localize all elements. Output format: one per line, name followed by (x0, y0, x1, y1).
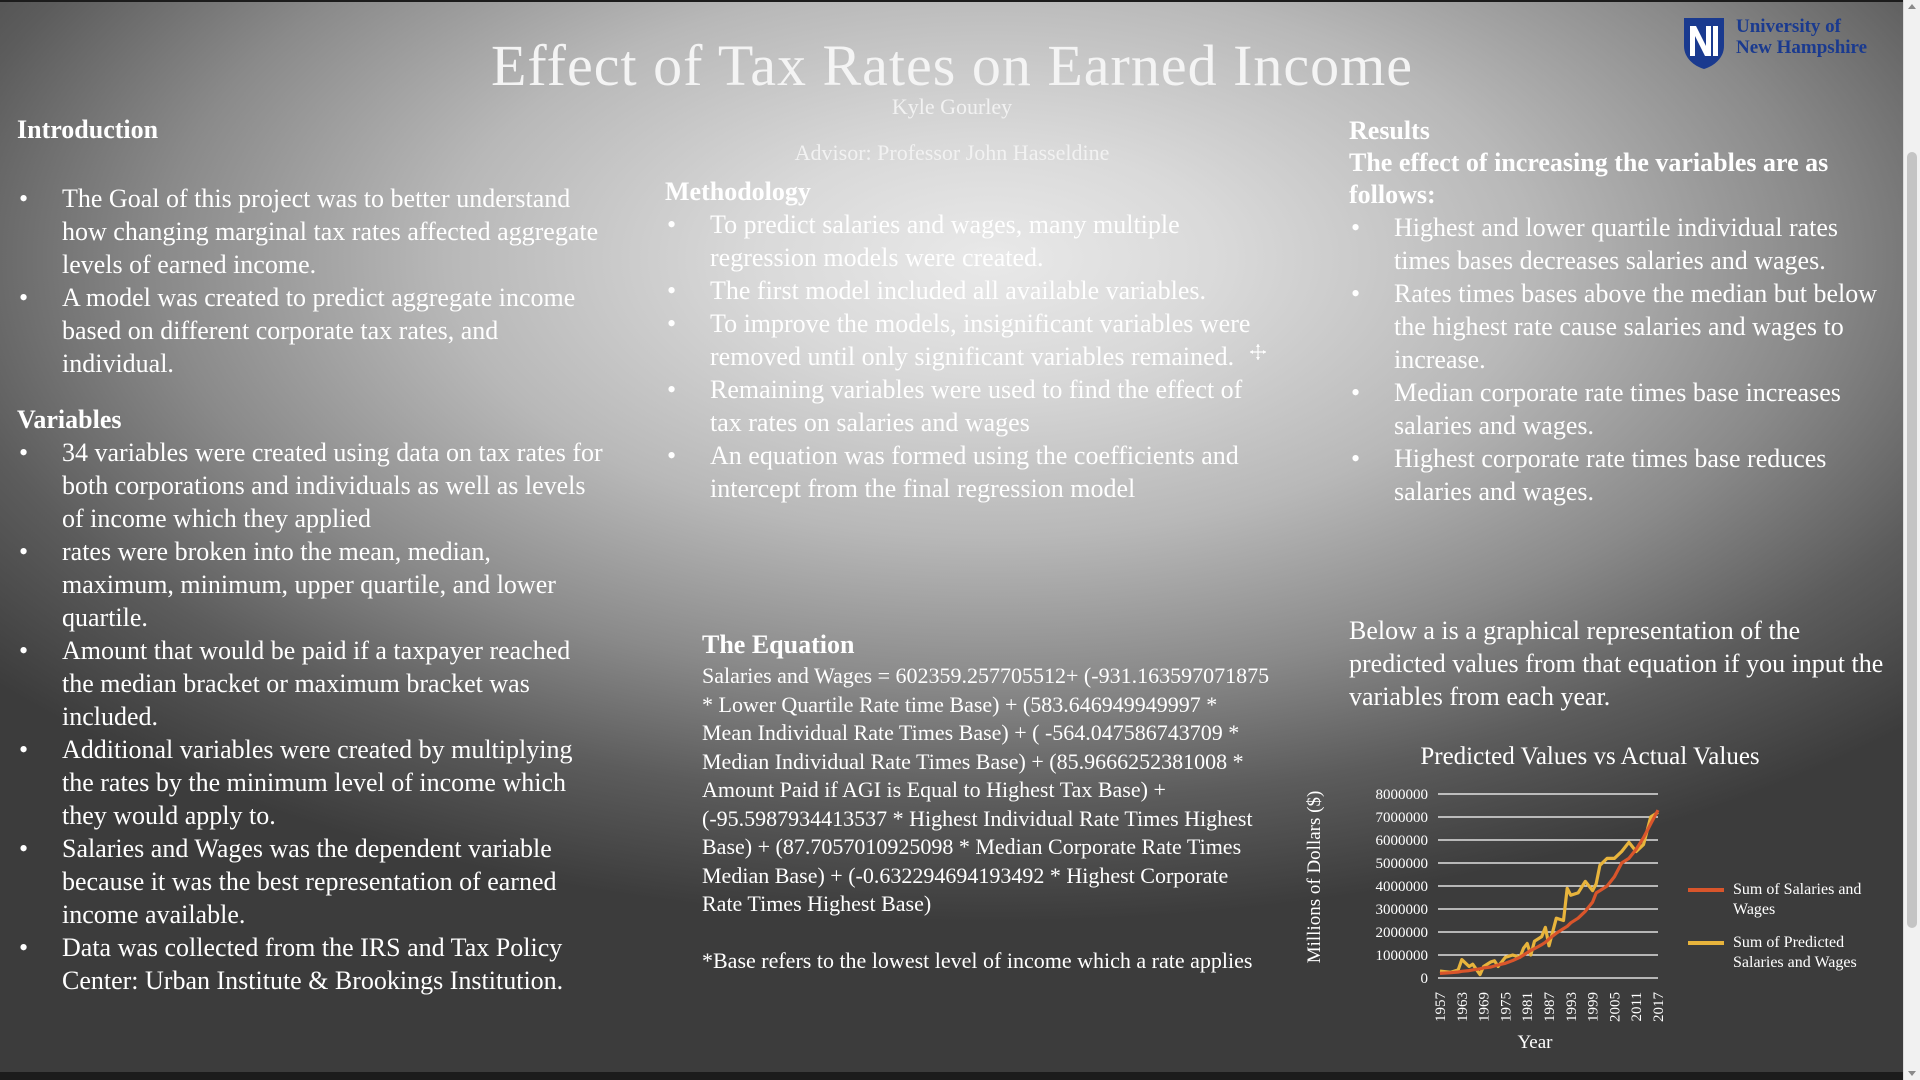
logo-line-2: New Hampshire (1736, 37, 1868, 58)
bullet-glyph: • (667, 210, 677, 239)
x-tick-label: 1963 (1454, 992, 1471, 1022)
introduction-list (17, 182, 607, 380)
logo-line-1: University of (1736, 16, 1842, 37)
list-item: • Amount that would be paid if a taxpayer reached the median bracket or maximum bracket was included. (19, 636, 571, 731)
bullet-glyph: • (667, 375, 677, 404)
x-tick-label: 2005 (1607, 992, 1624, 1022)
list-item: • A model was created to predict aggregate income based on different corporate tax rates, and individual. (19, 283, 576, 378)
chart-svg (1300, 734, 1900, 1064)
advisor-name: Advisor: Professor John Hasseldine (794, 140, 1110, 165)
chart-intro-text: Below a is a graphical representation of the predicted values from that equation if you input the variables from each year. (1349, 616, 1884, 711)
bullet-glyph: • (19, 184, 29, 213)
list-item: • The Goal of this project was to better understand how changing marginal tax rates affected aggregate levels of earned income. (19, 184, 599, 279)
list-item: • An equation was formed using the coefficients and intercept from the final regression model (667, 441, 1239, 503)
list-item: • Data was collected from the IRS and Tax Policy Center: Urban Institute & Brookings Institution. (19, 933, 564, 995)
chart-title: Predicted Values vs Actual Values (1420, 743, 1760, 770)
equation-heading: The Equation (702, 630, 855, 659)
bullet-glyph: • (667, 309, 677, 338)
x-tick-label: 1957 (1433, 992, 1449, 1022)
bullet-glyph: • (667, 441, 677, 470)
bullet-glyph: • (1351, 213, 1361, 242)
bullet-glyph: • (1351, 279, 1361, 308)
unh-shield-icon (1682, 16, 1726, 70)
x-tick-label: 2017 (1651, 992, 1667, 1022)
list-item: • Salaries and Wages was the dependent variable because it was the best representation of earned income available. (19, 834, 557, 929)
scrollbar-thumb[interactable] (1907, 152, 1917, 928)
introduction-heading: Introduction (17, 115, 159, 144)
list-item: • Highest corporate rate times base reduces salaries and wages. (1351, 444, 1827, 506)
equation-text: Salaries and Wages = 602359.257705512+ (-931.163597071875 * Lower Quartile Rate time Base) + (583.646949949997 * Mean Individual Rate Times Base) + ( -564.047586743709 * Median Individual Rate Times Base) + (85.9666252381008 * Amount Paid if AGI is Equal to Highest Tax Base) + (-95.5987934413537 * Highest Individual Rate Times Highest Base) + (87.7057010925098 * Median Corporate Rate Times Median Base) + (-0.632294694193492 * Highest Corporate Rate Times Highest Base) (702, 663, 1270, 916)
list-item: • Rates times bases above the median but below the highest rate cause salaries and wages to increase. (1351, 279, 1878, 374)
y-tick-label: 7000000 (1375, 810, 1428, 826)
author-name: Kyle Gourley (891, 94, 1013, 119)
y-tick-label: 1000000 (1375, 948, 1428, 964)
y-tick-label: 5000000 (1375, 856, 1428, 872)
move-cursor-icon (1250, 344, 1266, 360)
middle-column (665, 176, 1275, 505)
right-column (1349, 115, 1889, 508)
results-subheading: The effect of increasing the variables are as follows: (1349, 148, 1829, 209)
list-item: • To predict salaries and wages, many multiple regression models were created. (667, 210, 1180, 272)
x-tick-label: 1981 (1520, 992, 1537, 1022)
legend-label: Sum of Salaries and Wages (1733, 881, 1862, 918)
list-item: • Remaining variables were used to find the effect of tax rates on salaries and wages (667, 375, 1243, 437)
series-line-0 (1440, 810, 1658, 973)
x-tick-label: 2011 (1629, 992, 1646, 1022)
scroll-up-icon[interactable] (1908, 4, 1916, 9)
results-list (1349, 211, 1889, 508)
bullet-glyph: • (667, 276, 677, 305)
y-tick-label: 6000000 (1375, 833, 1428, 849)
bullet-glyph: • (19, 834, 29, 863)
list-item: • The first model included all available variables. (667, 276, 1206, 305)
list-item: • Highest and lower quartile individual rates times bases decreases salaries and wages. (1351, 213, 1839, 275)
bullet-glyph: • (19, 933, 29, 962)
y-tick-label: 2000000 (1375, 925, 1428, 941)
series-line-1 (1440, 812, 1658, 974)
chart-gridlines (1438, 794, 1658, 978)
x-tick-label: 1975 (1498, 992, 1515, 1022)
y-tick-label: 4000000 (1375, 879, 1428, 895)
equation-note: *Base refers to the lowest level of income which a rate applies (702, 947, 1253, 973)
left-column (17, 114, 607, 997)
bullet-glyph: • (19, 438, 29, 467)
equation-section (702, 628, 1272, 975)
legend-label: Sum of Predicted Salaries and Wages (1733, 934, 1857, 971)
chart-x-axis-label: Year (1517, 1032, 1553, 1053)
unh-logo (1682, 16, 1892, 72)
methodology-list (665, 208, 1275, 505)
y-tick-label: 8000000 (1375, 787, 1428, 803)
list-item: • 34 variables were created using data on tax rates for both corporations and individuals as well as levels of income which they applied (19, 438, 603, 533)
poster-canvas (0, 2, 1904, 1072)
x-tick-label: 1999 (1585, 992, 1602, 1022)
x-tick-label: 1969 (1476, 992, 1493, 1022)
predicted-vs-actual-chart (1300, 734, 1900, 1064)
chart-legend (1688, 881, 1861, 971)
list-item: • To improve the models, insignificant variables were removed until only significant variables remained. (667, 309, 1251, 371)
chart-y-axis-label: Millions of Dollars ($) (1304, 790, 1325, 964)
variables-heading: Variables (17, 405, 122, 434)
chart-series (1440, 810, 1658, 975)
poster-title: Effect of Tax Rates on Earned Income (490, 33, 1413, 98)
list-item: • rates were broken into the mean, median, maximum, minimum, upper quartile, and lower quartile. (19, 537, 556, 632)
chart-x-ticks (1433, 992, 1667, 1023)
bullet-glyph: • (19, 283, 29, 312)
results-heading: Results (1349, 116, 1430, 145)
variables-list (17, 436, 607, 997)
bullet-glyph: • (19, 735, 29, 764)
chart-y-ticks (1376, 787, 1429, 987)
bullet-glyph: • (1351, 378, 1361, 407)
bullet-glyph: • (19, 537, 29, 566)
vertical-scrollbar[interactable] (1903, 0, 1920, 1080)
x-tick-label: 1993 (1563, 992, 1580, 1022)
y-tick-label: 0 (1420, 971, 1428, 987)
list-item: • Median corporate rate times base increases salaries and wages. (1351, 378, 1841, 440)
y-tick-label: 3000000 (1375, 902, 1428, 918)
x-tick-label: 1987 (1542, 992, 1558, 1022)
bullet-glyph: • (1351, 444, 1361, 473)
methodology-heading: Methodology (665, 177, 811, 206)
bullet-glyph: • (19, 636, 29, 665)
unh-logo-text (1736, 16, 1867, 58)
scroll-down-icon[interactable] (1908, 1071, 1916, 1076)
list-item: • Additional variables were created by multiplying the rates by the minimum level of income which they would apply to. (19, 735, 573, 830)
